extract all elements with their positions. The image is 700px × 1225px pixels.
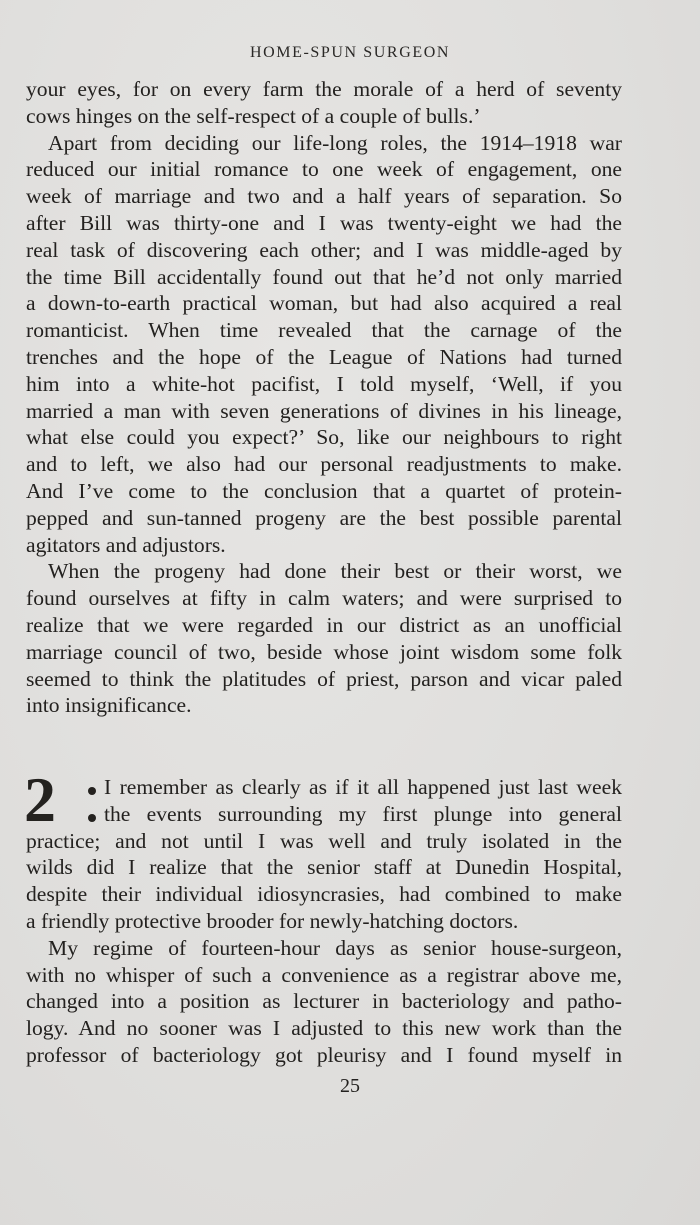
paragraph-start: Apart from deciding our life-long roles, the 1914–1918 war — [48, 130, 622, 155]
text-line: cows hinges on the self-respect of a couple of bulls.’ — [26, 103, 481, 128]
section-first-line: I remember as clearly as if it all happened just last week — [104, 775, 622, 799]
text-line: a friendly protective brooder for newly-hatching doctors. — [26, 908, 519, 933]
text-line: the time Bill accidentally found out that he’d not only married — [26, 264, 622, 289]
text-line: agitators and adjustors. — [26, 532, 226, 557]
page-number: 25 — [340, 1075, 360, 1097]
text-line: despite their individual idiosyncrasies, had combined to make — [26, 882, 622, 907]
text-line: wilds did I realize that the senior staff at Dunedin Hospital, — [26, 855, 622, 880]
text-line: pepped and sun-tanned progeny are the best possible parental — [26, 505, 622, 530]
text-line: into insignificance. — [26, 693, 192, 718]
body-text-section-2 — [24, 764, 622, 1069]
text-line: marriage council of two, beside whose joint wisdom some folk — [26, 639, 622, 664]
text-line — [26, 774, 622, 801]
text-line: romanticist. When time revealed that the carnage of the — [26, 318, 622, 343]
text-line: practice; and not until I was well and truly isolated in the — [26, 828, 622, 853]
text-line: your eyes, for on every farm the morale of a herd of seventy — [26, 77, 622, 101]
text-line: married a man with seven generations of divines in his lineage, — [26, 398, 622, 423]
text-line: real task of discovering each other; and I was middle-aged by — [26, 237, 622, 262]
paragraph-start: When the progeny had done their best or their worst, we — [48, 559, 622, 584]
text-line — [26, 801, 622, 828]
text-line: a down-to-earth practical woman, but had also acquired a real — [26, 291, 622, 316]
section-number: 2 — [24, 764, 56, 835]
text-line: changed into a position as lecturer in bacteriology and patho- — [26, 989, 622, 1014]
text-line: logy. And no sooner was I adjusted to this new work than the — [26, 1016, 622, 1041]
text-line: professor of bacteriology got pleurisy and I found myself in — [26, 1042, 622, 1067]
text-line: realize that we were regarded in our district as an unofficial — [26, 612, 622, 637]
paragraph-start: My regime of fourteen-hour days as senior house-surgeon, — [48, 935, 622, 960]
text-line: And I’ve come to the conclusion that a quartet of protein- — [26, 478, 622, 503]
text-line: with no whisper of such a convenience as a registrar above me, — [26, 962, 622, 987]
section-dot — [88, 814, 96, 822]
text-line: found ourselves at fifty in calm waters; and were surprised to — [26, 586, 622, 611]
text-line: seemed to think the platitudes of priest, parson and vicar paled — [26, 666, 622, 691]
text-line: after Bill was thirty-one and I was twenty-eight we had the — [26, 210, 622, 235]
section-second-line: the events surrounding my first plunge into general — [104, 801, 622, 826]
section-2 — [24, 764, 622, 1069]
text-line: him into a white-hot pacifist, I told myself, ‘Well, if you — [26, 371, 622, 396]
text-line: what else could you expect?’ So, like our neighbours to right — [26, 425, 622, 450]
text-line: week of marriage and two and a half years of separation. So — [26, 184, 622, 209]
text-line: trenches and the hope of the League of Nations had turned — [26, 344, 622, 369]
text-line: and to left, we also had our personal readjustments to make. — [26, 452, 622, 477]
section-dot — [88, 787, 96, 795]
body-text-top — [26, 76, 622, 719]
running-head: HOME-SPUN SURGEON — [249, 44, 451, 61]
text-line: reduced our initial romance to one week of engagement, one — [26, 157, 622, 182]
